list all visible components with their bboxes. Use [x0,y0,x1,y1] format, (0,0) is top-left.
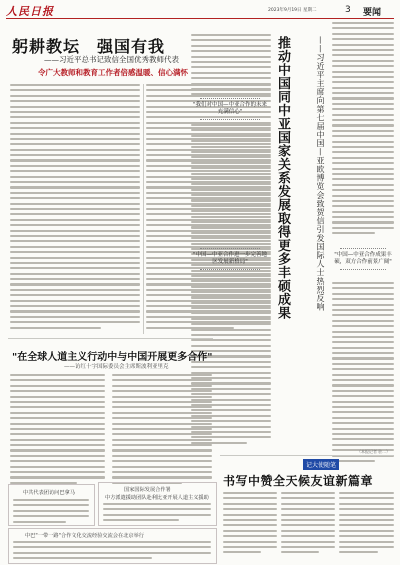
news-box-3-body [13,541,211,563]
pull-quote-3: "中国—中亚合作成果丰硕，双方合作前景广阔" [334,252,392,265]
feature-col-right-top [332,22,394,238]
bottom-body-col-2 [281,492,335,557]
masthead [6,4,394,19]
column-divider [143,84,144,334]
news-box-1-title: 中共代表团访问巴拿马 [23,490,75,496]
pull-quote-2: "中国—中亚合作进一步完善地区发展新格局" [192,252,268,265]
bottom-section-divider [220,455,394,456]
second-body-col-2 [112,374,212,487]
news-box-1 [8,484,95,526]
lead-body-col-1 [10,84,140,332]
second-subhead: ——访红十字国际委员会主席斯波利亚里克 [64,364,169,370]
lead-headline: 躬耕教坛 强国有我 [12,37,166,56]
feature-col-right-bottom [332,282,394,465]
page-number: 3 [345,5,351,15]
lead-subhead: ——习近平总书记致信全国优秀教师代表 [44,55,179,64]
bottom-headline: 书写中赞全天候友谊新篇章 [223,474,374,488]
pull-quote-1: "我们对中国—中亚合作的未来充满信心" [192,102,268,115]
feature-vertical-title: 推动中国同中亚国家关系发展取得更多丰硕成果 [275,36,290,320]
feature-vertical-subtitle: ——习近平主席向第七届中国—亚欧博览会致贺信引发国际人士热烈反响 [316,36,325,312]
bottom-body-col-3 [339,492,394,557]
lead-subhead-2: 令广大教师和教育工作者倍感温暖、信心满怀 [38,68,188,77]
news-box-2-title: 国家国际发展合作署 [124,487,171,493]
news-box-2-subtitle: 中方派遣援助团队赴利比亚开展人道主义援助 [105,495,209,501]
news-box-3 [8,528,217,564]
second-headline: "在全球人道主义行动中与中国开展更多合作" [12,352,213,363]
newspaper-logo: 人民日报 [6,5,54,18]
second-body-col-1 [10,374,105,487]
column-tag: 记大使随笔 [303,459,339,470]
section-divider [8,338,213,339]
page-name: 要闻 [363,8,382,18]
news-box-2 [98,482,217,526]
news-box-1-body [13,499,89,526]
feature-col-left-mid [191,124,271,302]
issue-date: 2023年9月19日 星期二 [268,8,317,13]
news-box-2-body [103,503,211,525]
bottom-body-col-1 [223,492,277,557]
credit-note: （本报记者 驻...） [357,449,391,454]
feature-col-left-top [191,34,271,99]
news-box-3-title: 中巴"一带一路"合作文化交流经验交流会在北京举行 [25,533,144,539]
